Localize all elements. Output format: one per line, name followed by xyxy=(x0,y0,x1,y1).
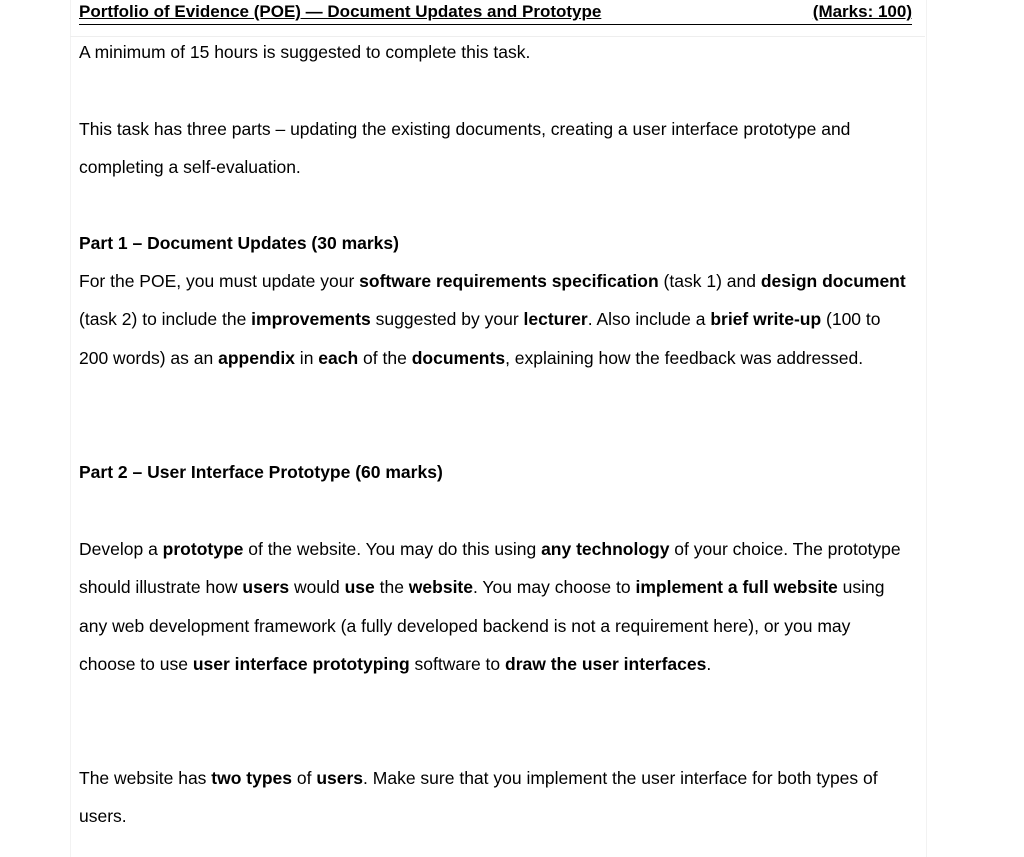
section-header xyxy=(79,0,912,25)
part2-paragraph-2: The website has two types of users. Make sure that you implement the user interface for both types of users. xyxy=(79,768,878,827)
part1-heading: Part 1 – Document Updates (30 marks) xyxy=(79,233,399,253)
section-marks: (Marks: 100) xyxy=(812,2,912,21)
part2-paragraph-1: Develop a prototype of the website. You may do this using any technology of your choice. The prototype should illustrate how users would use the website. You may choose to implement a full website using any web development framework (a fully developed backend is not a requirement here), or you may choose to use user interface prototyping software to draw the user interfaces. xyxy=(79,539,901,674)
part2-heading: Part 2 – User Interface Prototype (60 marks) xyxy=(79,462,443,482)
part1-paragraph: For the POE, you must update your software requirements specification (task 1) and design document (task 2) to include the improvements suggested by your lecturer. Also include a brief write-up (100 to 200 words) as an appendix in each of the documents, explaining how the feedback was addressed. xyxy=(79,271,906,368)
intro-parts: This task has three parts – updating the existing documents, creating a user interface prototype and completing a self-evaluation. xyxy=(79,119,851,178)
intro-hours: A minimum of 15 hours is suggested to complete this task. xyxy=(79,42,531,62)
section-title: Portfolio of Evidence (POE) — Document Updates and Prototype xyxy=(79,2,602,21)
